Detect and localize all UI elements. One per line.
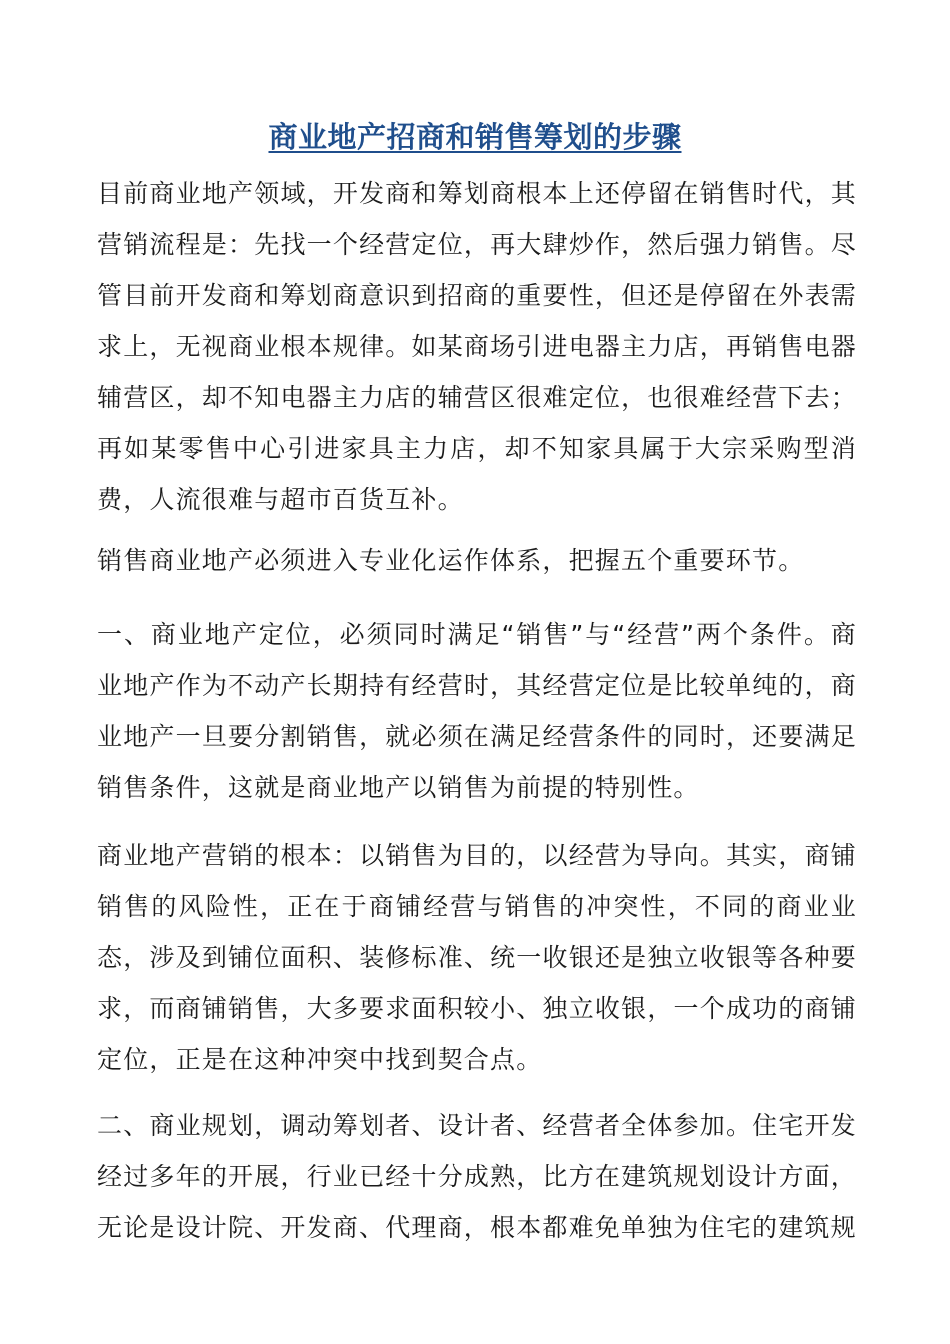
paragraph-step-one: 一、商业地产定位，必须同时满足“销售”与“经营”两个条件。商业地产作为不动产长期持有经营时，其经营定位是比较单纯的，商业地产一旦要分割销售，就必须在满足经营条件的同时，还要满足销售条件，这就是商业地产以销售为前提的特别性。 [97, 620, 857, 802]
paragraph-five-steps: 销售商业地产必须进入专业化运作体系，把握五个重要环节。 [97, 546, 805, 575]
paragraph-intro: 目前商业地产领域，开发商和筹划商根本上还停留在销售时代，其营销流程是：先找一个经营定位，再大肆炒作，然后强力销售。尽管目前开发商和筹划商意识到招商的重要性，但还是停留在外表需求上，无视商业根本规律。如某商场引进电器主力店，再销售电器辅营区，却不知电器主力店的辅营区很难定位，也很难经营下去；再如某零售中心引进家具主力店，却不知家具属于大宗采购型消费，人流很难与超市百货互补。 [97, 179, 857, 514]
paragraph-marketing-basis: 商业地产营销的根本：以销售为目的，以经营为导向。其实，商铺销售的风险性，正在于商铺经营与销售的冲突性，不同的商业业态，涉及到铺位面积、装修标准、统一收银还是独立收银等各种要求，而商铺销售，大多要求面积较小、独立收银，一个成功的商铺定位，正是在这种冲突中找到契合点。 [97, 841, 857, 1074]
paragraph-step-two: 二、商业规划，调动筹划者、设计者、经营者全体参加。住宅开发经过多年的开展，行业已经十分成熟，比方在建筑规划设计方面，无论是设计院、开发商、代理商，根本都难免单独为住宅的建筑规 [97, 1111, 857, 1242]
document-title: 商业地产招商和销售筹划的步骤 [268, 120, 682, 155]
